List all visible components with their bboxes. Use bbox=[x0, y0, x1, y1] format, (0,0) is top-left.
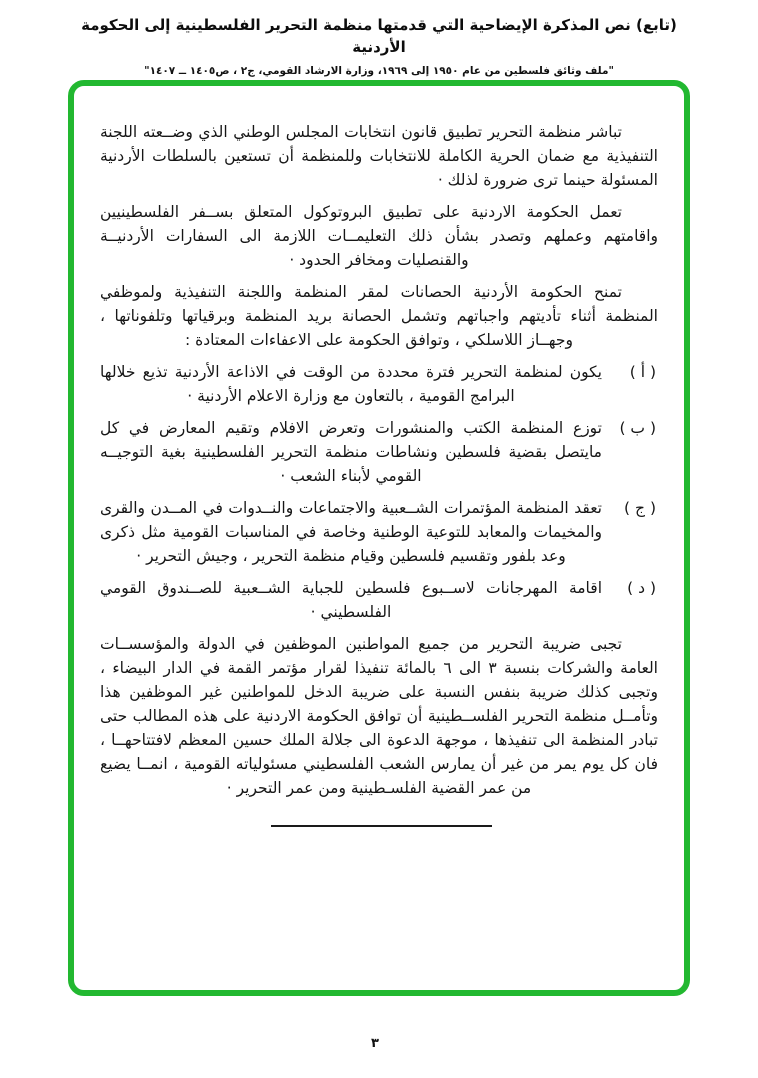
page-header bbox=[0, 14, 758, 77]
signature-divider bbox=[271, 825, 492, 827]
item-a-marker: ( أ ) bbox=[629, 363, 656, 381]
paragraph-elections: تباشر منظمة التحرير تطبيق قانون انتخابات المجلس الوطني الذي وضــعته اللجنة التنفيذية مع ضمان الحرية الكاملة للانتخابات وللمنظمة أن تستعين بالسلطات الأردنية المسئولة حينما ترى ضرورة لذلك · bbox=[100, 123, 658, 189]
source-citation: "ملف وثائق فلسطين من عام ١٩٥٠ إلى ١٩٦٩، وزارة الارشاد القومي، ج٢ ، ص١٤٠٥ ــ ١٤٠٧" bbox=[144, 65, 614, 77]
paragraph-immunities: تمنح الحكومة الأردنية الحصانات لمقر المنظمة واللجنة التنفيذية ولموظفي المنظمة أثناء تأديتهم واجباتهم وتشمل الحصانة بريد المنظمة وبرقياتها وتلفوناتها ، وجهــاز اللاسلكي ، وتوافق الحكومة على الاعفاءات المعتادة : bbox=[100, 283, 658, 349]
paragraph-closing: تجبى ضريبة التحرير من جميع المواطنين الموظفين في الدولة والمؤسســات العامة والشركات بنسبة ٣ الى ٦ بالمائة تنفيذا لقرار مؤتمر القمة في الدار البيضاء ، وتجبى كذلك ضريبة بنفس النسبة على ضريبة الدخل للمواطنين غير الموظفين هذا وتأمــل منظمة التحرير الفلســطينية أن توافق الحكومة الاردنية على هذه المطالب حتى تبادر المنظمة الى تنفيذها ، موجهة الدعوة الى جلالة الملك حسين المعظم لافتتاحهــا ، فان كل يوم يمر من غير أن يمارس الشعب الفلسطيني مسئولياته القومية ، انمــا يضيع من عمر القضية الفلسـطينية ومن عمر التحرير · bbox=[100, 635, 658, 797]
memo-body bbox=[100, 120, 658, 808]
item-c-marker: ( ج ) bbox=[624, 499, 656, 517]
item-d-marker: ( د ) bbox=[627, 579, 656, 597]
item-a-text: يكون لمنظمة التحرير فترة محددة من الوقت في الاذاعة الأردنية تذيع خلالها البرامج القومية ، بالتعاون مع وزارة الاعلام الأردنية · bbox=[100, 363, 602, 405]
list-item-d bbox=[100, 576, 658, 624]
list-item-a bbox=[100, 360, 658, 408]
list-item-c bbox=[100, 496, 658, 568]
item-b-text: توزع المنظمة الكتب والمنشورات وتعرض الافلام وتقيم المعارض في كل مايتصل بقضية فلسطين ونشاطات منظمة التحرير الفلسطينية بغية التوجيــه القومي لأبناء الشعب · bbox=[100, 419, 602, 485]
list-item-b bbox=[100, 416, 658, 488]
item-c-text: تعقد المنظمة المؤتمرات الشــعبية والاجتماعات والنــدوات في المــدن والقرى والمخيمات والمعابد للتوعية الوطنية وخاصة في المناسبات القومية مثل ذكرى وعد بلفور وتقسيم فلسطين وقيام منظمة التحرير ، وجيش التحرير · bbox=[100, 499, 602, 565]
item-b-marker: ( ب ) bbox=[619, 419, 656, 437]
document-title: (تابع) نص المذكرة الإيضاحية التي قدمتها منظمة التحرير الفلسطينية إلى الحكومة الأردنية bbox=[81, 16, 677, 56]
item-d-text: اقامة المهرجانات لاســبوع فلسطين للجباية الشــعبية للصــندوق القومي الفلسطيني · bbox=[100, 579, 602, 621]
page-number: ٣ bbox=[371, 1036, 379, 1051]
paragraph-protocol: تعمل الحكومة الاردنية على تطبيق البروتوكول المتعلق بســفر الفلسطينيين واقامتهم وعملهم وتصدر بشأن ذلك التعليمــات اللازمة الى السفارات الأردنيــة والقنصليات ومخافر الحدود · bbox=[100, 203, 658, 269]
